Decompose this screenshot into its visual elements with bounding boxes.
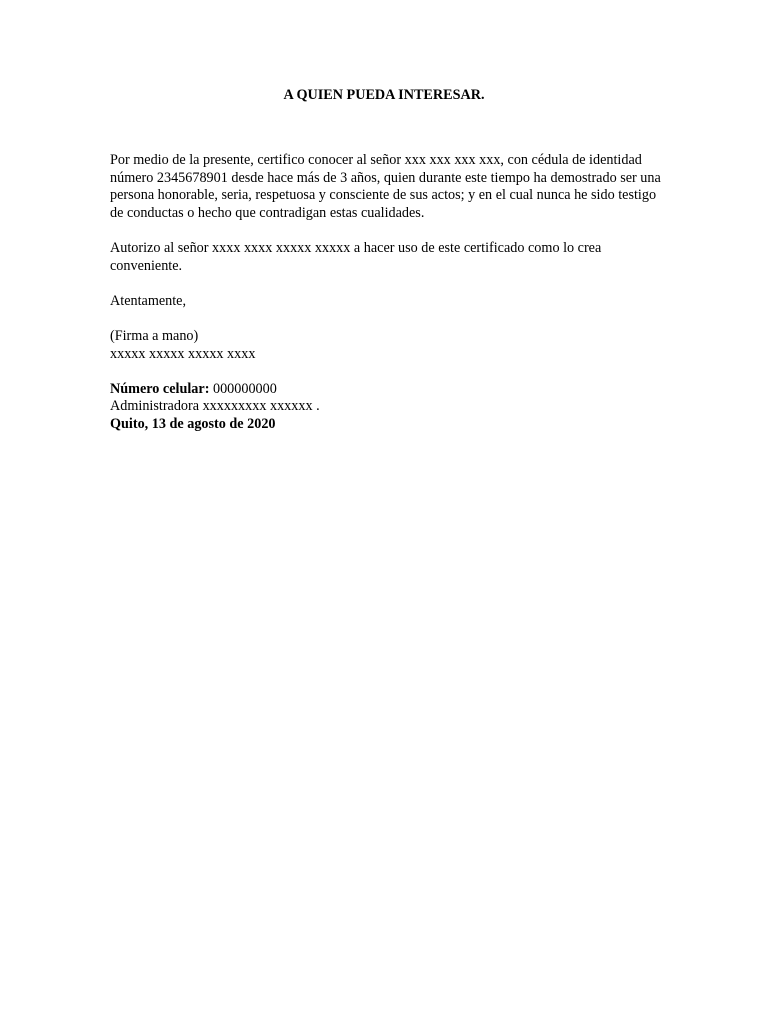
document-body [110, 152, 662, 434]
phone-line [110, 381, 662, 399]
paragraph-spacer [110, 310, 662, 328]
paragraph-spacer [110, 363, 662, 381]
signer-role: Administradora xxxxxxxxx xxxxxx . [110, 398, 320, 415]
certification-paragraph: Por medio de la presente, certifico conocer al señor xxx xxx xxx xxx, con cédula de identidad número 2345678901 desde hace más de 3 años, quien durante este tiempo ha demostrado ser una persona honorable, seria, respetuosa y consciente de sus actos; y en el cual nunca he sido testigo de conductas o hecho que contradigan estas cualidades. [110, 152, 661, 221]
closing-text: Atentamente, [110, 292, 187, 309]
phone-value: 000000000 [209, 380, 277, 397]
paragraph-spacer [110, 222, 662, 240]
signature-placeholder: (Firma a mano) [110, 327, 199, 344]
paragraph-spacer [110, 275, 662, 293]
authorization-paragraph: Autorizo al señor xxxx xxxx xxxxx xxxxx a hacer uso de este certificado como lo crea conveniente. [110, 239, 602, 274]
phone-label: Número celular: [110, 380, 210, 397]
place-and-date: Quito, 13 de agosto de 2020 [110, 415, 276, 432]
document-title: A QUIEN PUEDA INTERESAR. [283, 87, 485, 103]
signer-name: xxxxx xxxxx xxxxx xxxx [110, 345, 256, 362]
